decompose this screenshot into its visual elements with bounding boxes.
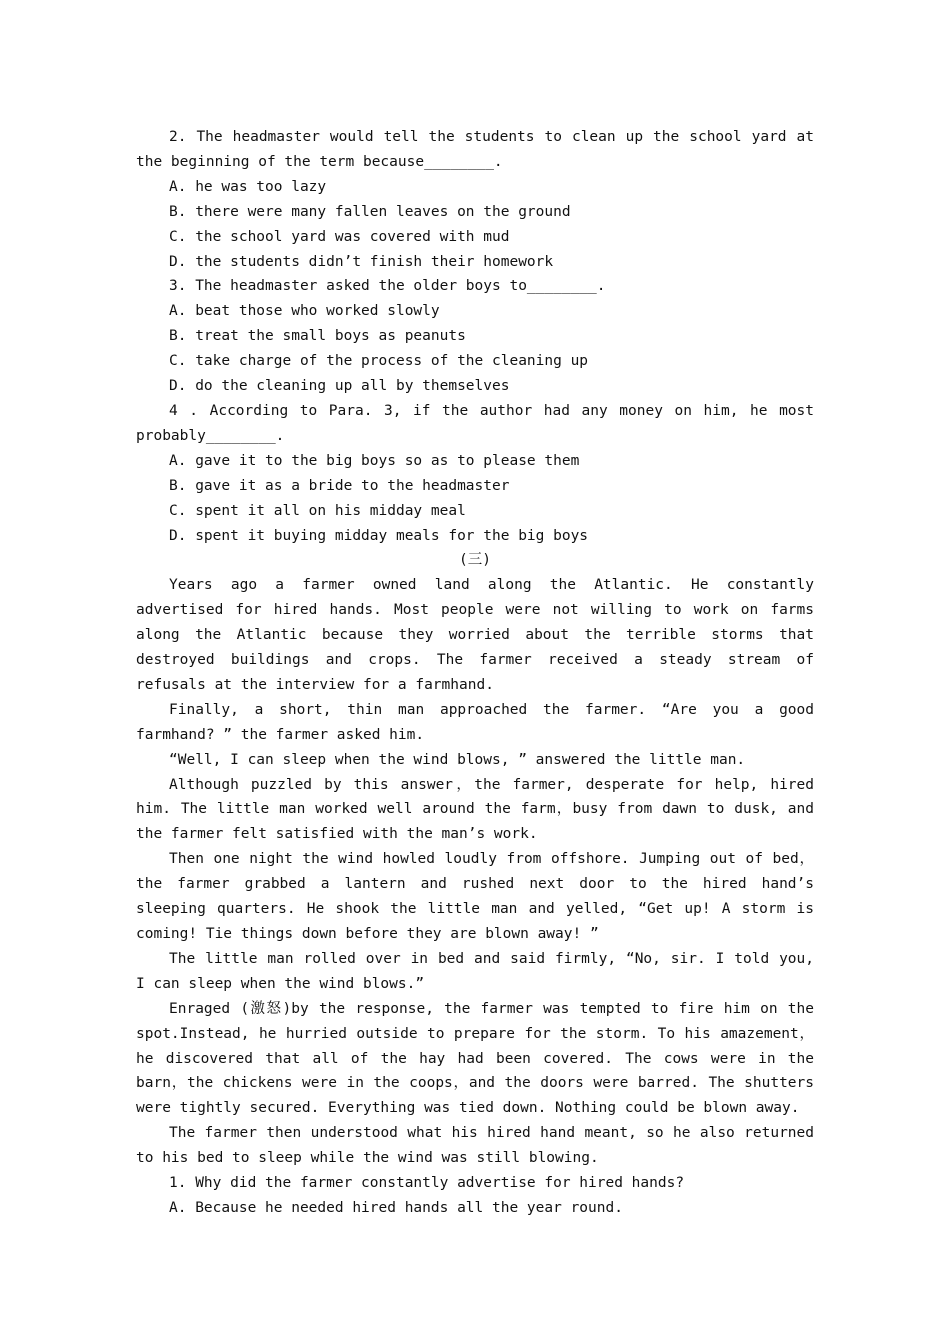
question-2-option-c: C. the school yard was covered with mud xyxy=(169,228,510,245)
question-2-option-a: A. he was too lazy xyxy=(169,178,327,195)
section-heading: (三) xyxy=(459,552,491,569)
question-3-option-c: C. take charge of the process of the cleaning up xyxy=(169,353,589,370)
question-4-stem: 4 . According to Para. 3, if the author had any money on him, he most probably________. xyxy=(136,402,814,444)
passage-paragraph: Although puzzled by this answer，the farmer, desperate for help, hired him. The little man worked well around the farm，busy from dawn to dusk, and the farmer felt satisfied with the man’s work. xyxy=(136,776,814,843)
passage-paragraph: “Well, I can sleep when the wind blows, ” answered the little man. xyxy=(169,751,746,768)
question-4-option-a: A. gave it to the big boys so as to please them xyxy=(169,452,580,469)
question-4-option-c: C. spent it all on his midday meal xyxy=(169,502,466,519)
question-3-option-d: D. do the cleaning up all by themselves xyxy=(169,378,510,395)
question-2-option-d: D. the students didn’t finish their homework xyxy=(169,253,554,270)
question-3-option-a: A. beat those who worked slowly xyxy=(169,303,440,320)
question-4-option-b: B. gave it as a bride to the headmaster xyxy=(169,477,510,494)
question-4-option-d: D. spent it buying midday meals for the big boys xyxy=(169,527,589,544)
question-1-option-a: A. Because he needed hired hands all the year round. xyxy=(169,1199,623,1216)
passage-paragraph: The little man rolled over in bed and said firmly, “No, sir. I told you, I can sleep when the wind blows.” xyxy=(136,950,814,992)
passage-paragraph: Finally, a short, thin man approached the farmer. “Are you a good farmhand? ” the farmer asked him. xyxy=(136,701,814,743)
passage-paragraph: The farmer then understood what his hired hand meant, so he also returned to his bed to sleep while the wind was still blowing. xyxy=(136,1125,814,1167)
passage-paragraph: Enraged (激怒)by the response, the farmer was tempted to fire him on the spot.Instead, he hurried outside to prepare for the storm. To his amazement，he discovered that all of the hay had been covered. The cows were in the barn，the chickens were in the coops，and the doors were barred. The shutters were tightly secured. Everything was tied down. Nothing could be blown away. xyxy=(136,1000,814,1117)
passage-paragraph: Years ago a farmer owned land along the Atlantic. He constantly advertised for hired hands. Most people were not willing to work on farms along the Atlantic because they worried about the terrible storms that destroyed buildings and crops. The farmer received a steady stream of refusals at the interview for a farmhand. xyxy=(136,577,814,693)
question-2-option-b: B. there were many fallen leaves on the ground xyxy=(169,203,571,220)
question-1-stem: 1. Why did the farmer constantly advertise for hired hands? xyxy=(169,1175,685,1192)
question-3-stem: 3. The headmaster asked the older boys to________. xyxy=(169,278,606,295)
question-2-stem: 2. The headmaster would tell the students to clean up the school yard at the beginning of the term because________. xyxy=(136,129,814,170)
document-page xyxy=(136,125,814,1221)
passage-paragraph: Then one night the wind howled loudly from offshore. Jumping out of bed，the farmer grabbed a lantern and rushed next door to the hired hand’s sleeping quarters. He shook the little man and yelled, “Get up! A storm is coming! Tie things down before they are blown away! ” xyxy=(136,851,814,942)
question-3-option-b: B. treat the small boys as peanuts xyxy=(169,328,466,345)
